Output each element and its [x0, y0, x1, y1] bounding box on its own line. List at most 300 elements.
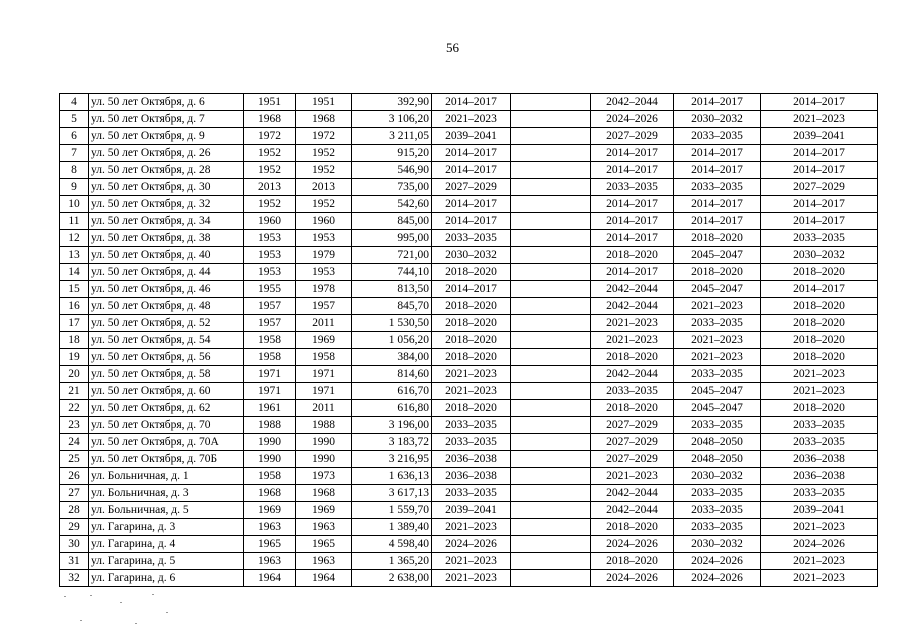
table-body [60, 94, 878, 587]
cell-year-commissioned: 1990 [296, 434, 352, 451]
cell-row-number: 6 [60, 128, 89, 145]
cell-period-c: 2033–2035 [674, 485, 761, 502]
cell-blank-cell [511, 383, 591, 400]
cell-row-number: 5 [60, 111, 89, 128]
cell-blank-cell [511, 485, 591, 502]
cell-period-b: 2027–2029 [591, 417, 674, 434]
cell-period-d: 2033–2035 [761, 485, 878, 502]
cell-year-built: 1952 [244, 145, 296, 162]
cell-period-c: 2030–2032 [674, 536, 761, 553]
cell-address: ул. 50 лет Октября, д. 30 [89, 179, 244, 196]
cell-period-b: 2021–2023 [591, 315, 674, 332]
cell-year-built: 1953 [244, 247, 296, 264]
cell-year-commissioned: 2013 [296, 179, 352, 196]
cell-blank-cell [511, 451, 591, 468]
cell-blank-cell [511, 502, 591, 519]
cell-period-d: 2021–2023 [761, 519, 878, 536]
cell-address: ул. 50 лет Октября, д. 70А [89, 434, 244, 451]
cell-period-b: 2027–2029 [591, 434, 674, 451]
cell-period-b: 2027–2029 [591, 128, 674, 145]
cell-period-c: 2033–2035 [674, 179, 761, 196]
cell-period-a: 2018–2020 [432, 298, 511, 315]
cell-period-d: 2021–2023 [761, 366, 878, 383]
table-row [60, 128, 878, 145]
cell-year-commissioned: 1957 [296, 298, 352, 315]
cell-area: 3 196,00 [352, 417, 432, 434]
cell-period-c: 2033–2035 [674, 366, 761, 383]
cell-row-number: 24 [60, 434, 89, 451]
cell-period-c: 2033–2035 [674, 502, 761, 519]
cell-row-number: 18 [60, 332, 89, 349]
cell-year-built: 1968 [244, 111, 296, 128]
cell-period-c: 2045–2047 [674, 383, 761, 400]
table-row [60, 349, 878, 366]
table-row [60, 417, 878, 434]
cell-year-commissioned: 1953 [296, 230, 352, 247]
cell-address: ул. 50 лет Октября, д. 56 [89, 349, 244, 366]
cell-period-c: 2018–2020 [674, 264, 761, 281]
cell-area: 1 559,70 [352, 502, 432, 519]
cell-period-d: 2021–2023 [761, 111, 878, 128]
cell-period-b: 2024–2026 [591, 536, 674, 553]
cell-period-d: 2039–2041 [761, 128, 878, 145]
table-row [60, 213, 878, 230]
cell-period-d: 2021–2023 [761, 383, 878, 400]
cell-row-number: 26 [60, 468, 89, 485]
table-row [60, 366, 878, 383]
cell-row-number: 29 [60, 519, 89, 536]
cell-period-c: 2018–2020 [674, 230, 761, 247]
cell-year-built: 1958 [244, 468, 296, 485]
cell-row-number: 31 [60, 553, 89, 570]
cell-period-d: 2027–2029 [761, 179, 878, 196]
cell-area: 392,90 [352, 94, 432, 111]
cell-row-number: 23 [60, 417, 89, 434]
cell-year-built: 1958 [244, 349, 296, 366]
cell-period-c: 2024–2026 [674, 553, 761, 570]
cell-period-c: 2014–2017 [674, 162, 761, 179]
cell-row-number: 4 [60, 94, 89, 111]
cell-period-a: 2039–2041 [432, 502, 511, 519]
cell-period-d: 2033–2035 [761, 434, 878, 451]
cell-year-built: 1972 [244, 128, 296, 145]
cell-period-b: 2024–2026 [591, 570, 674, 587]
cell-row-number: 21 [60, 383, 89, 400]
cell-row-number: 13 [60, 247, 89, 264]
cell-period-a: 2033–2035 [432, 230, 511, 247]
cell-row-number: 7 [60, 145, 89, 162]
cell-row-number: 11 [60, 213, 89, 230]
cell-period-d: 2018–2020 [761, 315, 878, 332]
cell-year-commissioned: 1958 [296, 349, 352, 366]
cell-year-built: 1969 [244, 502, 296, 519]
cell-year-built: 1958 [244, 332, 296, 349]
cell-year-built: 1952 [244, 196, 296, 213]
cell-year-commissioned: 1952 [296, 162, 352, 179]
cell-address: ул. Больничная, д. 1 [89, 468, 244, 485]
cell-blank-cell [511, 162, 591, 179]
cell-period-c: 2045–2047 [674, 400, 761, 417]
cell-row-number: 30 [60, 536, 89, 553]
cell-blank-cell [511, 468, 591, 485]
cell-address: ул. 50 лет Октября, д. 70 [89, 417, 244, 434]
table-row [60, 179, 878, 196]
page-number: 56 [446, 40, 459, 55]
cell-year-commissioned: 2011 [296, 315, 352, 332]
cell-period-d: 2014–2017 [761, 281, 878, 298]
cell-blank-cell [511, 281, 591, 298]
cell-area: 845,70 [352, 298, 432, 315]
table-row [60, 485, 878, 502]
cell-row-number: 14 [60, 264, 89, 281]
cell-period-b: 2018–2020 [591, 519, 674, 536]
cell-period-b: 2042–2044 [591, 94, 674, 111]
cell-period-d: 2036–2038 [761, 468, 878, 485]
cell-year-built: 1957 [244, 315, 296, 332]
table-row [60, 332, 878, 349]
cell-row-number: 9 [60, 179, 89, 196]
cell-row-number: 10 [60, 196, 89, 213]
cell-blank-cell [511, 434, 591, 451]
cell-address: ул. 50 лет Октября, д. 62 [89, 400, 244, 417]
cell-address: ул. 50 лет Октября, д. 46 [89, 281, 244, 298]
cell-address: ул. 50 лет Октября, д. 58 [89, 366, 244, 383]
cell-period-c: 2033–2035 [674, 417, 761, 434]
cell-period-a: 2014–2017 [432, 196, 511, 213]
cell-period-b: 2018–2020 [591, 349, 674, 366]
cell-blank-cell [511, 400, 591, 417]
cell-year-commissioned: 1963 [296, 553, 352, 570]
cell-area: 1 056,20 [352, 332, 432, 349]
cell-blank-cell [511, 145, 591, 162]
cell-period-c: 2014–2017 [674, 145, 761, 162]
cell-period-b: 2014–2017 [591, 162, 674, 179]
table-row [60, 145, 878, 162]
cell-year-commissioned: 1969 [296, 332, 352, 349]
cell-period-a: 2036–2038 [432, 451, 511, 468]
cell-blank-cell [511, 519, 591, 536]
table-row [60, 281, 878, 298]
cell-period-d: 2018–2020 [761, 298, 878, 315]
cell-blank-cell [511, 196, 591, 213]
cell-period-d: 2018–2020 [761, 332, 878, 349]
cell-period-a: 2018–2020 [432, 400, 511, 417]
cell-period-d: 2014–2017 [761, 213, 878, 230]
cell-blank-cell [511, 264, 591, 281]
cell-address: ул. Больничная, д. 3 [89, 485, 244, 502]
cell-year-built: 1951 [244, 94, 296, 111]
cell-blank-cell [511, 366, 591, 383]
cell-year-commissioned: 1968 [296, 485, 352, 502]
cell-area: 995,00 [352, 230, 432, 247]
cell-year-commissioned: 1973 [296, 468, 352, 485]
cell-period-d: 2033–2035 [761, 417, 878, 434]
cell-period-b: 2014–2017 [591, 264, 674, 281]
cell-blank-cell [511, 179, 591, 196]
cell-period-b: 2042–2044 [591, 485, 674, 502]
cell-period-b: 2042–2044 [591, 281, 674, 298]
cell-period-c: 2014–2017 [674, 196, 761, 213]
cell-blank-cell [511, 332, 591, 349]
cell-period-a: 2030–2032 [432, 247, 511, 264]
cell-period-d: 2033–2035 [761, 230, 878, 247]
cell-year-commissioned: 1963 [296, 519, 352, 536]
cell-year-built: 1952 [244, 162, 296, 179]
cell-period-c: 2045–2047 [674, 281, 761, 298]
table-row [60, 94, 878, 111]
cell-year-commissioned: 1951 [296, 94, 352, 111]
cell-period-c: 2030–2032 [674, 468, 761, 485]
cell-period-c: 2021–2023 [674, 298, 761, 315]
cell-year-commissioned: 1972 [296, 128, 352, 145]
cell-year-commissioned: 1960 [296, 213, 352, 230]
cell-area: 845,00 [352, 213, 432, 230]
cell-period-c: 2033–2035 [674, 128, 761, 145]
cell-period-d: 2014–2017 [761, 162, 878, 179]
cell-row-number: 8 [60, 162, 89, 179]
cell-year-built: 1990 [244, 451, 296, 468]
cell-blank-cell [511, 349, 591, 366]
cell-period-d: 2021–2023 [761, 553, 878, 570]
table-row [60, 570, 878, 587]
cell-period-d: 2014–2017 [761, 94, 878, 111]
table-row [60, 162, 878, 179]
cell-blank-cell [511, 247, 591, 264]
cell-period-a: 2033–2035 [432, 417, 511, 434]
cell-area: 4 598,40 [352, 536, 432, 553]
cell-period-c: 2021–2023 [674, 349, 761, 366]
cell-period-d: 2018–2020 [761, 349, 878, 366]
cell-period-d: 2030–2032 [761, 247, 878, 264]
cell-address: ул. 50 лет Октября, д. 60 [89, 383, 244, 400]
cell-address: ул. Гагарина, д. 3 [89, 519, 244, 536]
cell-period-b: 2042–2044 [591, 502, 674, 519]
cell-address: ул. 50 лет Октября, д. 52 [89, 315, 244, 332]
cell-address: ул. 50 лет Октября, д. 9 [89, 128, 244, 145]
cell-period-a: 2021–2023 [432, 553, 511, 570]
cell-blank-cell [511, 570, 591, 587]
cell-year-commissioned: 1988 [296, 417, 352, 434]
cell-period-a: 2014–2017 [432, 281, 511, 298]
cell-year-built: 1964 [244, 570, 296, 587]
cell-period-b: 2042–2044 [591, 298, 674, 315]
cell-period-b: 2014–2017 [591, 196, 674, 213]
cell-area: 3 216,95 [352, 451, 432, 468]
cell-address: ул. 50 лет Октября, д. 7 [89, 111, 244, 128]
cell-period-a: 2024–2026 [432, 536, 511, 553]
cell-period-b: 2033–2035 [591, 179, 674, 196]
table-row [60, 298, 878, 315]
cell-period-c: 2030–2032 [674, 111, 761, 128]
cell-year-built: 1963 [244, 519, 296, 536]
cell-year-commissioned: 1971 [296, 366, 352, 383]
cell-address: ул. 50 лет Октября, д. 54 [89, 332, 244, 349]
cell-year-commissioned: 1952 [296, 145, 352, 162]
cell-period-a: 2018–2020 [432, 332, 511, 349]
cell-address: ул. Гагарина, д. 5 [89, 553, 244, 570]
cell-period-a: 2014–2017 [432, 213, 511, 230]
cell-period-b: 2027–2029 [591, 451, 674, 468]
cell-period-a: 2014–2017 [432, 162, 511, 179]
cell-year-built: 2013 [244, 179, 296, 196]
cell-area: 2 638,00 [352, 570, 432, 587]
cell-area: 546,90 [352, 162, 432, 179]
cell-period-c: 2021–2023 [674, 332, 761, 349]
cell-period-b: 2021–2023 [591, 468, 674, 485]
cell-address: ул. Гагарина, д. 4 [89, 536, 244, 553]
cell-address: ул. Гагарина, д. 6 [89, 570, 244, 587]
table-row [60, 434, 878, 451]
cell-area: 542,60 [352, 196, 432, 213]
cell-area: 1 530,50 [352, 315, 432, 332]
cell-row-number: 20 [60, 366, 89, 383]
table-row [60, 519, 878, 536]
cell-period-c: 2033–2035 [674, 315, 761, 332]
cell-period-a: 2014–2017 [432, 145, 511, 162]
cell-period-c: 2048–2050 [674, 434, 761, 451]
cell-period-b: 2018–2020 [591, 553, 674, 570]
cell-period-b: 2021–2023 [591, 332, 674, 349]
cell-address: ул. Больничная, д. 5 [89, 502, 244, 519]
cell-address: ул. 50 лет Октября, д. 28 [89, 162, 244, 179]
table-row [60, 536, 878, 553]
cell-area: 616,70 [352, 383, 432, 400]
cell-period-b: 2018–2020 [591, 400, 674, 417]
cell-area: 915,20 [352, 145, 432, 162]
cell-address: ул. 50 лет Октября, д. 26 [89, 145, 244, 162]
cell-blank-cell [511, 94, 591, 111]
table-row [60, 400, 878, 417]
cell-period-a: 2039–2041 [432, 128, 511, 145]
table-row [60, 264, 878, 281]
cell-period-d: 2018–2020 [761, 400, 878, 417]
cell-area: 744,10 [352, 264, 432, 281]
cell-year-commissioned: 1953 [296, 264, 352, 281]
cell-row-number: 15 [60, 281, 89, 298]
table-row [60, 468, 878, 485]
cell-blank-cell [511, 111, 591, 128]
cell-period-c: 2048–2050 [674, 451, 761, 468]
cell-period-d: 2039–2041 [761, 502, 878, 519]
cell-area: 1 636,13 [352, 468, 432, 485]
cell-period-d: 2021–2023 [761, 570, 878, 587]
cell-row-number: 16 [60, 298, 89, 315]
cell-year-commissioned: 1990 [296, 451, 352, 468]
cell-period-a: 2021–2023 [432, 519, 511, 536]
cell-row-number: 22 [60, 400, 89, 417]
cell-year-commissioned: 1979 [296, 247, 352, 264]
cell-period-a: 2021–2023 [432, 366, 511, 383]
table-row [60, 451, 878, 468]
cell-year-commissioned: 1952 [296, 196, 352, 213]
cell-period-a: 2021–2023 [432, 383, 511, 400]
cell-year-built: 1988 [244, 417, 296, 434]
housing-stock-table [59, 93, 878, 587]
cell-period-d: 2014–2017 [761, 145, 878, 162]
cell-area: 384,00 [352, 349, 432, 366]
cell-row-number: 25 [60, 451, 89, 468]
cell-address: ул. 50 лет Октября, д. 34 [89, 213, 244, 230]
cell-blank-cell [511, 298, 591, 315]
cell-period-b: 2018–2020 [591, 247, 674, 264]
cell-address: ул. 50 лет Октября, д. 48 [89, 298, 244, 315]
cell-area: 3 183,72 [352, 434, 432, 451]
cell-period-b: 2014–2017 [591, 145, 674, 162]
cell-period-d: 2014–2017 [761, 196, 878, 213]
cell-period-b: 2033–2035 [591, 383, 674, 400]
cell-blank-cell [511, 536, 591, 553]
cell-blank-cell [511, 553, 591, 570]
cell-address: ул. 50 лет Октября, д. 38 [89, 230, 244, 247]
cell-area: 735,00 [352, 179, 432, 196]
cell-year-built: 1963 [244, 553, 296, 570]
cell-period-a: 2036–2038 [432, 468, 511, 485]
cell-area: 616,80 [352, 400, 432, 417]
cell-address: ул. 50 лет Октября, д. 70Б [89, 451, 244, 468]
cell-address: ул. 50 лет Октября, д. 44 [89, 264, 244, 281]
cell-blank-cell [511, 213, 591, 230]
table-row [60, 230, 878, 247]
cell-period-c: 2014–2017 [674, 213, 761, 230]
cell-area: 3 106,20 [352, 111, 432, 128]
cell-period-a: 2033–2035 [432, 434, 511, 451]
table-row [60, 553, 878, 570]
cell-area: 3 211,05 [352, 128, 432, 145]
cell-row-number: 27 [60, 485, 89, 502]
cell-period-c: 2033–2035 [674, 519, 761, 536]
cell-period-d: 2024–2026 [761, 536, 878, 553]
cell-year-built: 1953 [244, 230, 296, 247]
scan-specks [60, 590, 180, 630]
cell-year-built: 1960 [244, 213, 296, 230]
cell-year-commissioned: 1964 [296, 570, 352, 587]
cell-blank-cell [511, 315, 591, 332]
cell-period-b: 2014–2017 [591, 230, 674, 247]
cell-address: ул. 50 лет Октября, д. 32 [89, 196, 244, 213]
cell-address: ул. 50 лет Октября, д. 40 [89, 247, 244, 264]
cell-period-b: 2014–2017 [591, 213, 674, 230]
cell-address: ул. 50 лет Октября, д. 6 [89, 94, 244, 111]
cell-row-number: 32 [60, 570, 89, 587]
cell-period-a: 2018–2020 [432, 315, 511, 332]
cell-period-a: 2018–2020 [432, 349, 511, 366]
cell-row-number: 28 [60, 502, 89, 519]
cell-period-a: 2021–2023 [432, 570, 511, 587]
cell-area: 813,50 [352, 281, 432, 298]
cell-area: 1 389,40 [352, 519, 432, 536]
cell-row-number: 17 [60, 315, 89, 332]
table-row [60, 315, 878, 332]
table-row [60, 247, 878, 264]
cell-row-number: 19 [60, 349, 89, 366]
cell-period-a: 2027–2029 [432, 179, 511, 196]
cell-year-commissioned: 1965 [296, 536, 352, 553]
cell-year-built: 1990 [244, 434, 296, 451]
cell-period-c: 2045–2047 [674, 247, 761, 264]
cell-year-built: 1971 [244, 366, 296, 383]
cell-year-commissioned: 2011 [296, 400, 352, 417]
cell-year-commissioned: 1978 [296, 281, 352, 298]
cell-year-built: 1968 [244, 485, 296, 502]
cell-blank-cell [511, 128, 591, 145]
table-row [60, 111, 878, 128]
cell-area: 3 617,13 [352, 485, 432, 502]
cell-period-d: 2036–2038 [761, 451, 878, 468]
table-row [60, 383, 878, 400]
cell-blank-cell [511, 230, 591, 247]
cell-period-c: 2014–2017 [674, 94, 761, 111]
cell-year-commissioned: 1968 [296, 111, 352, 128]
